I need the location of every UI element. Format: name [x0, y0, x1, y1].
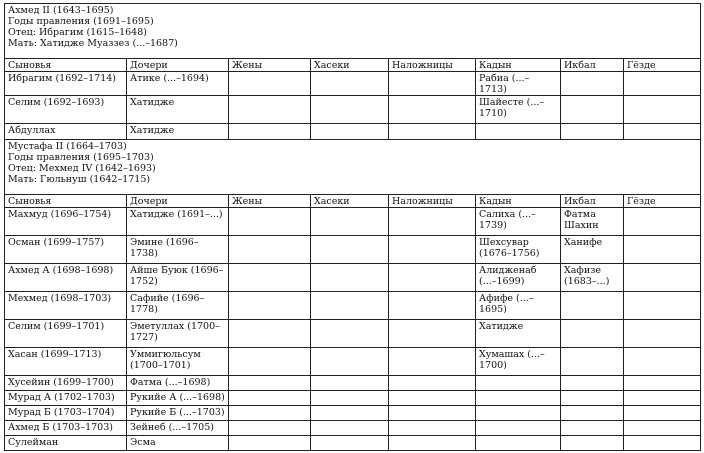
info-line: Отец: Ибрагим (1615–1648) — [8, 27, 147, 38]
section-info-row — [5, 140, 701, 195]
section-info-row — [5, 4, 701, 59]
cell-wives — [229, 264, 311, 292]
cell-gozde — [624, 96, 701, 124]
dynasty-table — [4, 3, 701, 451]
cell-kadin: Афифе (...–1695) — [476, 292, 561, 320]
cell-concubines — [389, 436, 476, 451]
column-header-kadin: Кадын — [476, 195, 561, 208]
cell-concubines — [389, 208, 476, 236]
cell-kadin — [476, 124, 561, 140]
cell-sons: Осман (1699–1757) — [5, 236, 127, 264]
column-header-sons: Сыновья — [5, 195, 127, 208]
cell-concubines — [389, 406, 476, 421]
cell-concubines — [389, 292, 476, 320]
cell-wives — [229, 391, 311, 406]
column-header-gozde: Гёзде — [624, 59, 701, 72]
cell-kadin: Салиха (...–1739) — [476, 208, 561, 236]
cell-ikbal — [561, 376, 624, 391]
table-row — [5, 236, 701, 264]
cell-haseki — [311, 264, 389, 292]
cell-concubines — [389, 72, 476, 96]
column-header-wives: Жены — [229, 59, 311, 72]
section-info — [5, 140, 701, 195]
cell-wives — [229, 376, 311, 391]
cell-daughters: Эметуллах (1700–1727) — [127, 320, 229, 348]
table-row — [5, 436, 701, 451]
column-header-gozde: Гёзде — [624, 195, 701, 208]
cell-wives — [229, 236, 311, 264]
column-header-daughters: Дочери — [127, 59, 229, 72]
table-row — [5, 292, 701, 320]
cell-kadin: Рабиа (...–1713) — [476, 72, 561, 96]
cell-daughters: Хатидже — [127, 96, 229, 124]
cell-daughters: Рукийе А (...–1698) — [127, 391, 229, 406]
cell-gozde — [624, 124, 701, 140]
cell-haseki — [311, 292, 389, 320]
cell-daughters: Уммигюльсум (1700–1701) — [127, 348, 229, 376]
cell-sons: Сулейман — [5, 436, 127, 451]
table-row — [5, 376, 701, 391]
cell-gozde — [624, 391, 701, 406]
cell-haseki — [311, 391, 389, 406]
column-header-row — [5, 195, 701, 208]
info-line: Годы правления (1691–1695) — [8, 16, 154, 27]
cell-haseki — [311, 320, 389, 348]
cell-sons: Абдуллах — [5, 124, 127, 140]
cell-wives — [229, 72, 311, 96]
cell-sons: Ахмед Б (1703–1703) — [5, 421, 127, 436]
cell-wives — [229, 421, 311, 436]
cell-kadin: Хумашах (...–1700) — [476, 348, 561, 376]
table-row — [5, 421, 701, 436]
cell-concubines — [389, 391, 476, 406]
cell-haseki — [311, 421, 389, 436]
cell-wives — [229, 124, 311, 140]
table-row — [5, 264, 701, 292]
cell-ikbal: Ханифе — [561, 236, 624, 264]
cell-kadin: Шайесте (...–1710) — [476, 96, 561, 124]
cell-haseki — [311, 72, 389, 96]
cell-gozde — [624, 208, 701, 236]
cell-kadin — [476, 421, 561, 436]
cell-wives — [229, 348, 311, 376]
cell-kadin — [476, 406, 561, 421]
column-header-ikbal: Икбал — [561, 59, 624, 72]
cell-sons: Хасан (1699–1713) — [5, 348, 127, 376]
cell-haseki — [311, 124, 389, 140]
cell-daughters: Хатидже (1691–...) — [127, 208, 229, 236]
cell-wives — [229, 208, 311, 236]
table-row — [5, 348, 701, 376]
table-row — [5, 406, 701, 421]
cell-haseki — [311, 376, 389, 391]
cell-sons: Ибрагим (1692–1714) — [5, 72, 127, 96]
table-row — [5, 124, 701, 140]
cell-concubines — [389, 264, 476, 292]
cell-haseki — [311, 348, 389, 376]
cell-daughters: Сафийе (1696–1778) — [127, 292, 229, 320]
table-row — [5, 96, 701, 124]
cell-daughters: Айше Буюк (1696–1752) — [127, 264, 229, 292]
cell-ikbal — [561, 96, 624, 124]
column-header-concubines: Наложницы — [389, 59, 476, 72]
cell-ikbal — [561, 421, 624, 436]
cell-wives — [229, 320, 311, 348]
cell-concubines — [389, 320, 476, 348]
cell-sons: Махмуд (1696–1754) — [5, 208, 127, 236]
table-row — [5, 208, 701, 236]
table-row — [5, 72, 701, 96]
column-header-concubines: Наложницы — [389, 195, 476, 208]
cell-daughters: Хатидже — [127, 124, 229, 140]
cell-gozde — [624, 264, 701, 292]
cell-concubines — [389, 124, 476, 140]
cell-daughters: Эмине (1696–1738) — [127, 236, 229, 264]
column-header-row — [5, 59, 701, 72]
info-line: Мустафа II (1664–1703) — [8, 141, 127, 152]
cell-sons: Хусейин (1699–1700) — [5, 376, 127, 391]
cell-kadin — [476, 376, 561, 391]
column-header-ikbal: Икбал — [561, 195, 624, 208]
cell-haseki — [311, 236, 389, 264]
table-row — [5, 320, 701, 348]
info-line: Мать: Хатидже Муаззез (...–1687) — [8, 38, 178, 49]
cell-concubines — [389, 421, 476, 436]
cell-wives — [229, 292, 311, 320]
cell-gozde — [624, 406, 701, 421]
cell-ikbal: Хафизе (1683–...) — [561, 264, 624, 292]
cell-daughters: Фатма (...–1698) — [127, 376, 229, 391]
cell-daughters: Эсма — [127, 436, 229, 451]
column-header-wives: Жены — [229, 195, 311, 208]
info-line: Ахмед II (1643–1695) — [8, 5, 114, 16]
cell-concubines — [389, 376, 476, 391]
info-line: Мать: Гюльнуш (1642–1715) — [8, 174, 151, 185]
cell-wives — [229, 406, 311, 421]
column-header-haseki: Хасеки — [311, 195, 389, 208]
table-row — [5, 391, 701, 406]
cell-sons: Мурад А (1702–1703) — [5, 391, 127, 406]
cell-gozde — [624, 421, 701, 436]
cell-ikbal — [561, 292, 624, 320]
info-line: Годы правления (1695–1703) — [8, 152, 154, 163]
cell-concubines — [389, 96, 476, 124]
cell-ikbal — [561, 124, 624, 140]
cell-gozde — [624, 376, 701, 391]
cell-ikbal — [561, 436, 624, 451]
cell-kadin: Шехсувар (1676–1756) — [476, 236, 561, 264]
cell-wives — [229, 436, 311, 451]
column-header-kadin: Кадын — [476, 59, 561, 72]
cell-ikbal — [561, 391, 624, 406]
cell-kadin: Алидженаб (...–1699) — [476, 264, 561, 292]
cell-kadin: Хатидже — [476, 320, 561, 348]
cell-daughters: Атике (...–1694) — [127, 72, 229, 96]
cell-sons: Селим (1699–1701) — [5, 320, 127, 348]
cell-sons: Мурад Б (1703–1704) — [5, 406, 127, 421]
cell-gozde — [624, 320, 701, 348]
column-header-daughters: Дочери — [127, 195, 229, 208]
cell-daughters: Рукийе Б (...–1703) — [127, 406, 229, 421]
cell-gozde — [624, 236, 701, 264]
cell-kadin — [476, 391, 561, 406]
cell-sons: Мехмед (1698–1703) — [5, 292, 127, 320]
column-header-haseki: Хасеки — [311, 59, 389, 72]
cell-daughters: Зейнеб (...–1705) — [127, 421, 229, 436]
cell-kadin — [476, 436, 561, 451]
cell-ikbal — [561, 72, 624, 96]
info-line: Отец: Мехмед IV (1642–1693) — [8, 163, 156, 174]
cell-ikbal — [561, 406, 624, 421]
cell-sons: Селим (1692–1693) — [5, 96, 127, 124]
cell-wives — [229, 96, 311, 124]
cell-concubines — [389, 236, 476, 264]
table-body — [5, 4, 701, 451]
cell-ikbal — [561, 320, 624, 348]
cell-concubines — [389, 348, 476, 376]
cell-ikbal — [561, 348, 624, 376]
cell-gozde — [624, 348, 701, 376]
cell-haseki — [311, 406, 389, 421]
cell-haseki — [311, 208, 389, 236]
section-info — [5, 4, 701, 59]
cell-gozde — [624, 292, 701, 320]
cell-haseki — [311, 96, 389, 124]
cell-gozde — [624, 436, 701, 451]
cell-ikbal: Фатма Шахин — [561, 208, 624, 236]
cell-haseki — [311, 436, 389, 451]
cell-gozde — [624, 72, 701, 96]
cell-sons: Ахмед А (1698–1698) — [5, 264, 127, 292]
column-header-sons: Сыновья — [5, 59, 127, 72]
